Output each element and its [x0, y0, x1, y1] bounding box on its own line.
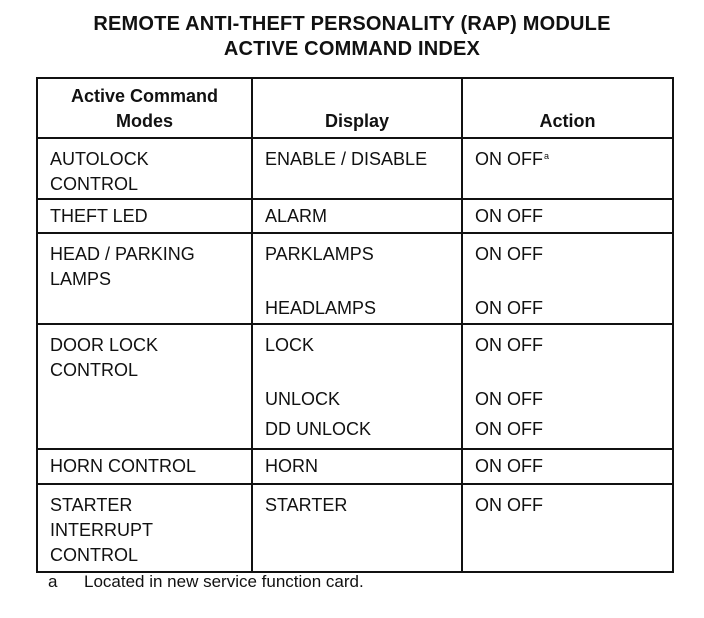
display-cell [252, 484, 462, 572]
display-text: UNLOCK [265, 389, 341, 409]
mode-text: STARTER [50, 495, 133, 515]
mode-text: LAMPS [50, 269, 112, 289]
header-action: Action [462, 78, 673, 138]
mode-cell [37, 324, 252, 449]
action-text: ON OFF [475, 298, 543, 318]
action-cell [462, 233, 673, 324]
action-text: ON OFF [475, 495, 543, 515]
display-cell [252, 449, 462, 484]
action-text: ON OFF [475, 244, 543, 264]
mode-text: AUTOLOCK [50, 149, 149, 169]
mode-text: DOOR LOCK [50, 335, 159, 355]
action-text: ON OFF [475, 335, 543, 355]
display-text: HEADLAMPS [265, 298, 377, 318]
footnote-mark: a [48, 572, 58, 591]
display-cell [252, 233, 462, 324]
mode-text: CONTROL [50, 174, 139, 194]
action-cell [462, 449, 673, 484]
display-cell [252, 199, 462, 233]
mode-text: HEAD / PARKING [50, 244, 195, 264]
display-text: PARKLAMPS [265, 244, 374, 264]
table-row [37, 138, 673, 199]
table-row [37, 484, 673, 572]
action-cell [462, 199, 673, 233]
mode-cell [37, 199, 252, 233]
action-text: ON OFF [475, 389, 543, 409]
table-row [37, 324, 673, 449]
header-modes-line1: Active Command [70, 86, 219, 106]
command-index-table [36, 77, 674, 573]
mode-cell [37, 233, 252, 324]
action-cell [462, 324, 673, 449]
mode-text: CONTROL [50, 545, 139, 565]
mode-cell [37, 138, 252, 199]
display-text: ALARM [265, 206, 328, 226]
display-text: STARTER [265, 495, 348, 515]
display-cell [252, 138, 462, 199]
document-subtitle: ACTIVE COMMAND INDEX [223, 38, 481, 60]
table-header-row [37, 78, 673, 138]
header-display: Display [252, 78, 462, 138]
mode-text: CONTROL [50, 360, 139, 380]
footnote [48, 572, 364, 592]
mode-cell [37, 484, 252, 572]
display-text: ENABLE / DISABLE [265, 149, 428, 169]
header-modes-line2: Modes [115, 111, 173, 131]
display-text: DD UNLOCK [265, 419, 372, 439]
table-row [37, 199, 673, 233]
mode-text: INTERRUPT [50, 520, 153, 540]
action-text: ON OFF [475, 206, 543, 226]
action-text: ON OFF [475, 149, 543, 169]
mode-text: THEFT LED [50, 206, 148, 226]
footnote-text: Located in new service function card. [84, 572, 364, 591]
table-row [37, 233, 673, 324]
table-row [37, 449, 673, 484]
action-text: ON OFF [475, 456, 543, 476]
action-cell [462, 138, 673, 199]
action-text: ON OFF [475, 419, 543, 439]
display-cell [252, 324, 462, 449]
display-text: LOCK [265, 335, 315, 355]
mode-text: HORN CONTROL [50, 456, 197, 476]
display-text: HORN [265, 456, 318, 476]
header-modes [37, 78, 252, 138]
document-title: REMOTE ANTI-THEFT PERSONALITY (RAP) MODULE [93, 13, 611, 35]
mode-cell [37, 449, 252, 484]
footnote-marker: a [544, 151, 550, 161]
action-cell [462, 484, 673, 572]
